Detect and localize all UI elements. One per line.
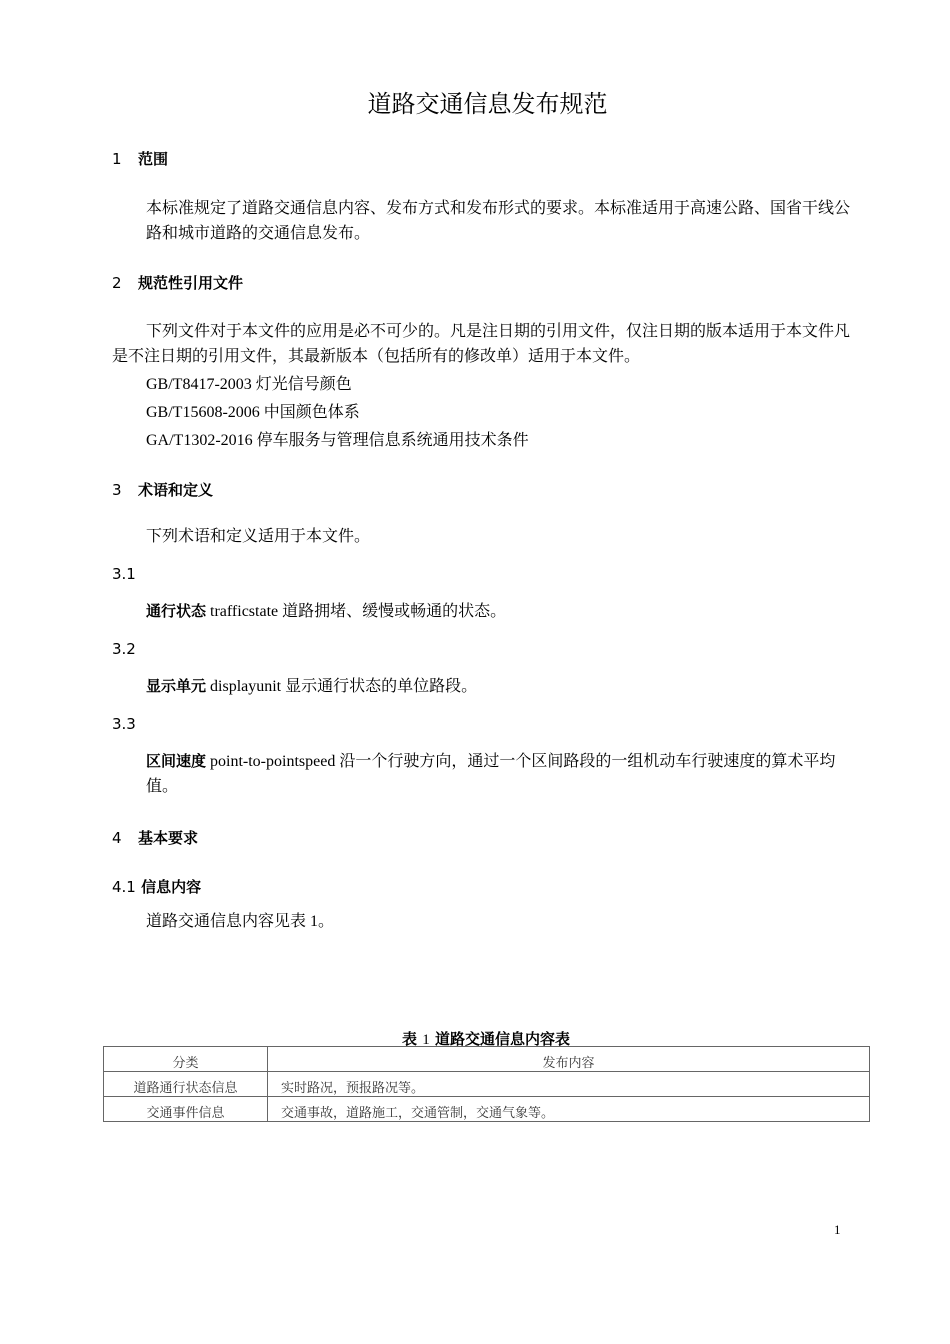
term-text: trafficstate 道路拥堵、缓慢或畅通的状态。 (206, 603, 507, 620)
section-3-heading (112, 479, 213, 500)
subsection-title: 信息内容 (141, 878, 202, 896)
section-title: 基本要求 (138, 829, 199, 847)
term-name: 区间速度 (146, 752, 207, 770)
section-title: 术语和定义 (138, 481, 214, 499)
term-text: point-to-pointspeed 沿一个行驶方向，通过一个区间路段的一组机动车行驶速度的算术平均值。 (146, 753, 836, 795)
term-text: displayunit 显示通行状态的单位路段。 (206, 678, 478, 695)
table-caption-text: 道路交通信息内容表 (429, 1030, 570, 1048)
section-3-paragraph: 下列术语和定义适用于本文件。 (146, 528, 371, 545)
column-header: 发布内容 (268, 1047, 870, 1072)
section-4-paragraph: 道路交通信息内容见表 1。 (146, 913, 335, 930)
reference-item: GB/T8417-2003 灯光信号颜色 (146, 376, 352, 393)
section-number: 2 (112, 274, 122, 292)
section-title: 范围 (138, 150, 169, 168)
section-number: 1 (112, 150, 122, 168)
term-definition (146, 674, 864, 699)
section-number: 3 (112, 481, 122, 499)
table-cell: 道路通行状态信息 (104, 1072, 268, 1097)
section-1-heading (112, 148, 168, 169)
table-header-row (104, 1047, 870, 1072)
term-number: 3.3 (112, 715, 136, 733)
table-row (104, 1072, 870, 1097)
term-name: 显示单元 (146, 677, 207, 695)
column-header: 分类 (104, 1047, 268, 1072)
table-row (104, 1097, 870, 1122)
subsection-heading (112, 876, 201, 897)
term-name: 通行状态 (146, 602, 207, 620)
term-definition (146, 599, 864, 624)
section-1-paragraph: 本标准规定了道路交通信息内容、发布方式和发布形式的要求。本标准适用于高速公路、国省干线公路和城市道路的交通信息发布。 (146, 200, 851, 242)
reference-item: GB/T15608-2006 中国颜色体系 (146, 404, 360, 421)
table-caption-prefix: 表 (402, 1030, 423, 1048)
reference-item: GA/T1302-2016 停车服务与管理信息系统通用技术条件 (146, 432, 529, 449)
subsection-number: 4.1 (112, 878, 136, 896)
section-title: 规范性引用文件 (138, 274, 244, 292)
info-content-table (103, 1046, 870, 1122)
section-2-heading (112, 272, 243, 293)
table-cell: 交通事件信息 (104, 1097, 268, 1122)
table-cell: 交通事故，道路施工，交通管制，交通气象等。 (268, 1097, 870, 1122)
section-2-paragraph: 下列文件对于本文件的应用是必不可少的。凡是注日期的引用文件，仅注日期的版本适用于本文件凡是不注日期的引用文件，其最新版本（包括所有的修改单）适用于本文件。 (112, 323, 851, 365)
term-number: 3.1 (112, 565, 136, 583)
term-definition (146, 749, 864, 799)
table-caption-number: 1 (422, 1032, 430, 1048)
section-4-heading (112, 827, 198, 848)
page-number: 1 (834, 1222, 841, 1237)
document-title: 道路交通信息发布规范 (367, 90, 608, 118)
term-number: 3.2 (112, 640, 136, 658)
table-cell: 实时路况，预报路况等。 (268, 1072, 870, 1097)
section-number: 4 (112, 829, 122, 847)
